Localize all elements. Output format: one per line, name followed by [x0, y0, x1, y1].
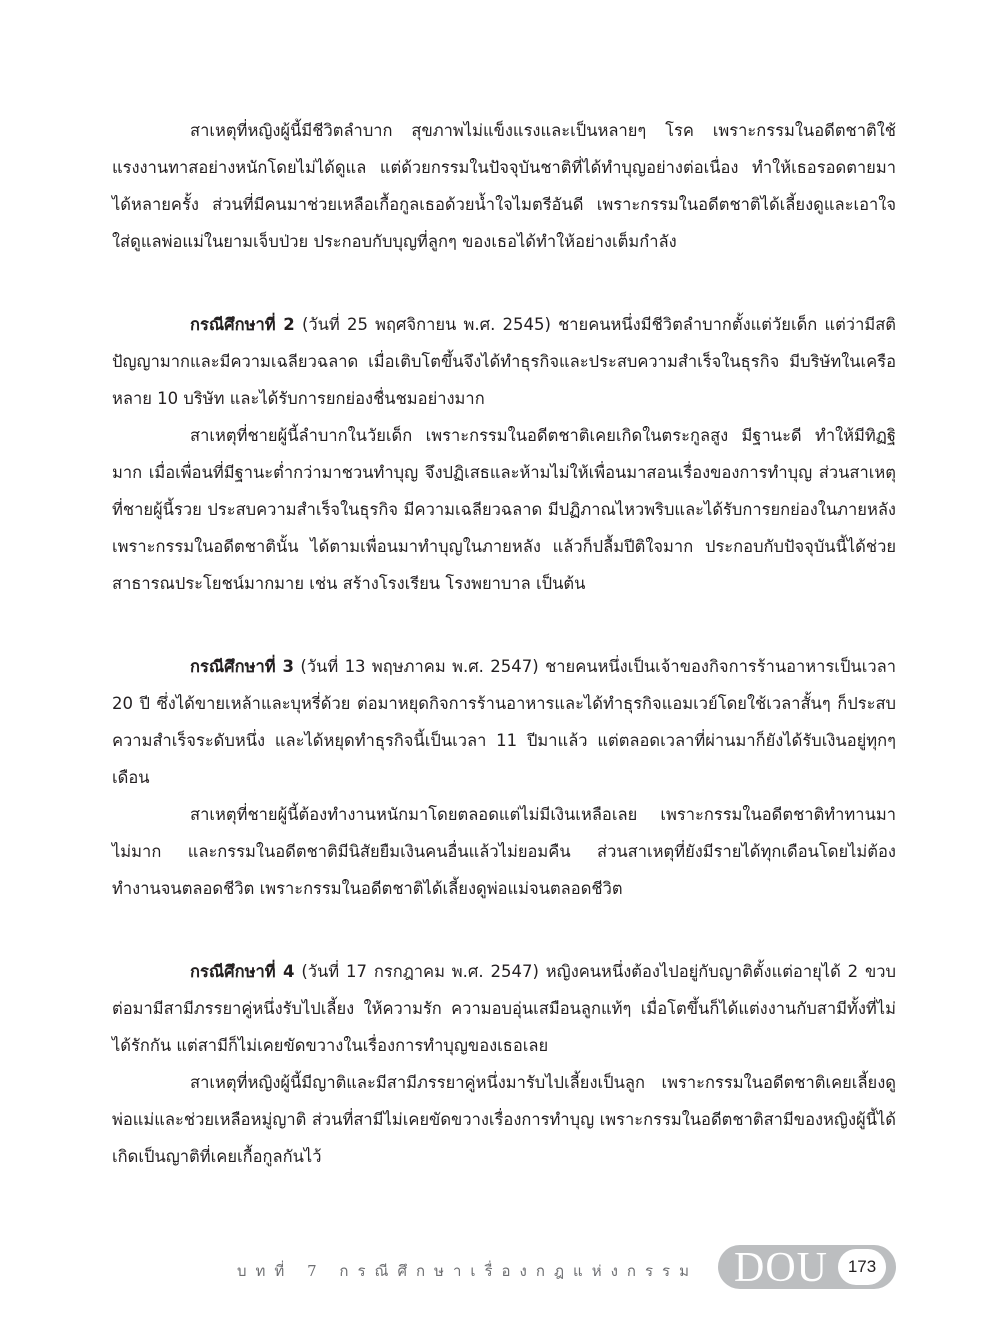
- case-label: กรณีศึกษาที่ 3: [190, 657, 294, 676]
- case-cause-paragraph: สาเหตุที่หญิงผู้นี้มีญาติและมีสามีภรรยาคู่หนึ่งมารับไปเลี้ยงเป็นลูก เพราะกรรมในอดีตชาติเคยเลี้ยงดูพ่อแม่และช่วยเหลือหมู่ญาติ ส่วนที่สามีไม่เคยขัดขวางเรื่องการทำบุญ เพราะกรรมในอดีตชาติสามีของหญิงผู้นี้ได้เกิดเป็นญาติที่เคยเกื้อกูลกันไว้: [112, 1073, 896, 1166]
- case-study-2: [112, 306, 896, 602]
- chapter-title: บทที่ 7 กรณีศึกษาเรื่องกฎแห่งกรรม: [237, 1262, 698, 1280]
- page-content: [112, 112, 896, 1175]
- case-study-3: [112, 648, 896, 907]
- dou-logo: DOU: [734, 1245, 828, 1291]
- footer-badge: [718, 1245, 896, 1289]
- intro-cause-paragraph: สาเหตุที่หญิงผู้นี้มีชีวิตลำบาก สุขภาพไม่แข็งแรงและเป็นหลายๆ โรค เพราะกรรมในอดีตชาติใช้แรงงานทาสอย่างหนักโดยไม่ได้ดูแล แต่ด้วยกรรมในปัจจุบันชาติที่ได้ทำบุญอย่างต่อเนื่อง ทำให้เธอรอดตายมาได้หลายครั้ง ส่วนที่มีคนมาช่วยเหลือเกื้อกูลเธอด้วยน้ำใจไมตรีอันดี เพราะกรรมในอดีตชาติได้เลี้ยงดูและเอาใจใส่ดูแลพ่อแม่ในยามเจ็บป่วย ประกอบกับบุญที่ลูกๆ ของเธอได้ทำให้อย่างเต็มกำลัง: [112, 121, 896, 251]
- case-story-text: (วันที่ 13 พฤษภาคม พ.ศ. 2547) ชายคนหนึ่งเป็นเจ้าของกิจการร้านอาหารเป็นเวลา 20 ปี ซึ่งได้ขายเหล้าและบุหรี่ด้วย ต่อมาหยุดกิจการร้านอาหารและได้ทำธุรกิจแอมเวย์โดยใช้เวลาสั้นๆ ก็ประสบความสำเร็จระดับหนึ่ง และได้หยุดทำธุรกิจนี้เป็นเวลา 11 ปีมาแล้ว แต่ตลอดเวลาที่ผ่านมาก็ยังได้รับเงินอยู่ทุกๆ เดือน: [112, 657, 896, 787]
- case-label: กรณีศึกษาที่ 4: [190, 962, 295, 981]
- case-story-text: (วันที่ 25 พฤศจิกายน พ.ศ. 2545) ชายคนหนึ่งมีชีวิตลำบากตั้งแต่วัยเด็ก แต่ว่ามีสติปัญญามากและมีความเฉลียวฉลาด เมื่อเติบโตขึ้นจึงได้ทำธุรกิจและประสบความสำเร็จในธุรกิจ มีบริษัทในเครือหลาย 10 บริษัท และได้รับการยกย่องชื่นชมอย่างมาก: [112, 315, 896, 408]
- case-story-paragraph: [112, 953, 896, 1064]
- case-story-text: (วันที่ 17 กรกฎาคม พ.ศ. 2547) หญิงคนหนึ่งต้องไปอยู่กับญาติตั้งแต่อายุได้ 2 ขวบ ต่อมามีสามีภรรยาคู่หนึ่งรับไปเลี้ยง ให้ความรัก ความอบอุ่นเสมือนลูกแท้ๆ เมื่อโตขึ้นก็ได้แต่งงานกับสามีทั้งที่ไม่ได้รักกัน แต่สามีก็ไม่เคยขัดขวางในเรื่องการทำบุญของเธอเลย: [112, 962, 896, 1055]
- case-story-paragraph: [112, 306, 896, 417]
- case-cause-paragraph: สาเหตุที่ชายผู้นี้ต้องทำงานหนักมาโดยตลอดแต่ไม่มีเงินเหลือเลย เพราะกรรมในอดีตชาติทำทานมาไม่มาก และกรรมในอดีตชาติมีนิสัยยืมเงินคนอื่นแล้วไม่ยอมคืน ส่วนสาเหตุที่ยังมีรายได้ทุกเดือนโดยไม่ต้องทำงานจนตลอดชีวิต เพราะกรรมในอดีตชาติได้เลี้ยงดูพ่อแม่จนตลอดชีวิต: [112, 805, 896, 898]
- page-number: 173: [838, 1249, 886, 1285]
- case-label: กรณีศึกษาที่ 2: [190, 315, 295, 334]
- case-study-4: [112, 953, 896, 1175]
- case-story-paragraph: [112, 648, 896, 796]
- page-footer: [0, 1245, 1000, 1295]
- case-cause-paragraph: สาเหตุที่ชายผู้นี้ลำบากในวัยเด็ก เพราะกรรมในอดีตชาติเคยเกิดในตระกูลสูง มีฐานะดี ทำให้มีทิฏฐิมาก เมื่อเพื่อนที่มีฐานะต่ำกว่ามาชวนทำบุญ จึงปฏิเสธและห้ามไม่ให้เพื่อนมาสอนเรื่องของการทำบุญ ส่วนสาเหตุที่ชายผู้นี้รวย ประสบความสำเร็จในธุรกิจ มีความเฉลียวฉลาด มีปฏิภาณไหวพริบและได้รับการยกย่องในภายหลัง เพราะกรรมในอดีตชาตินั้น ได้ตามเพื่อนมาทำบุญในภายหลัง แล้วก็ปลื้มปีติใจมาก ประกอบกับปัจจุบันนี้ได้ช่วยสาธารณประโยชน์มากมาย เช่น สร้างโรงเรียน โรงพยาบาล เป็นต้น: [112, 426, 896, 593]
